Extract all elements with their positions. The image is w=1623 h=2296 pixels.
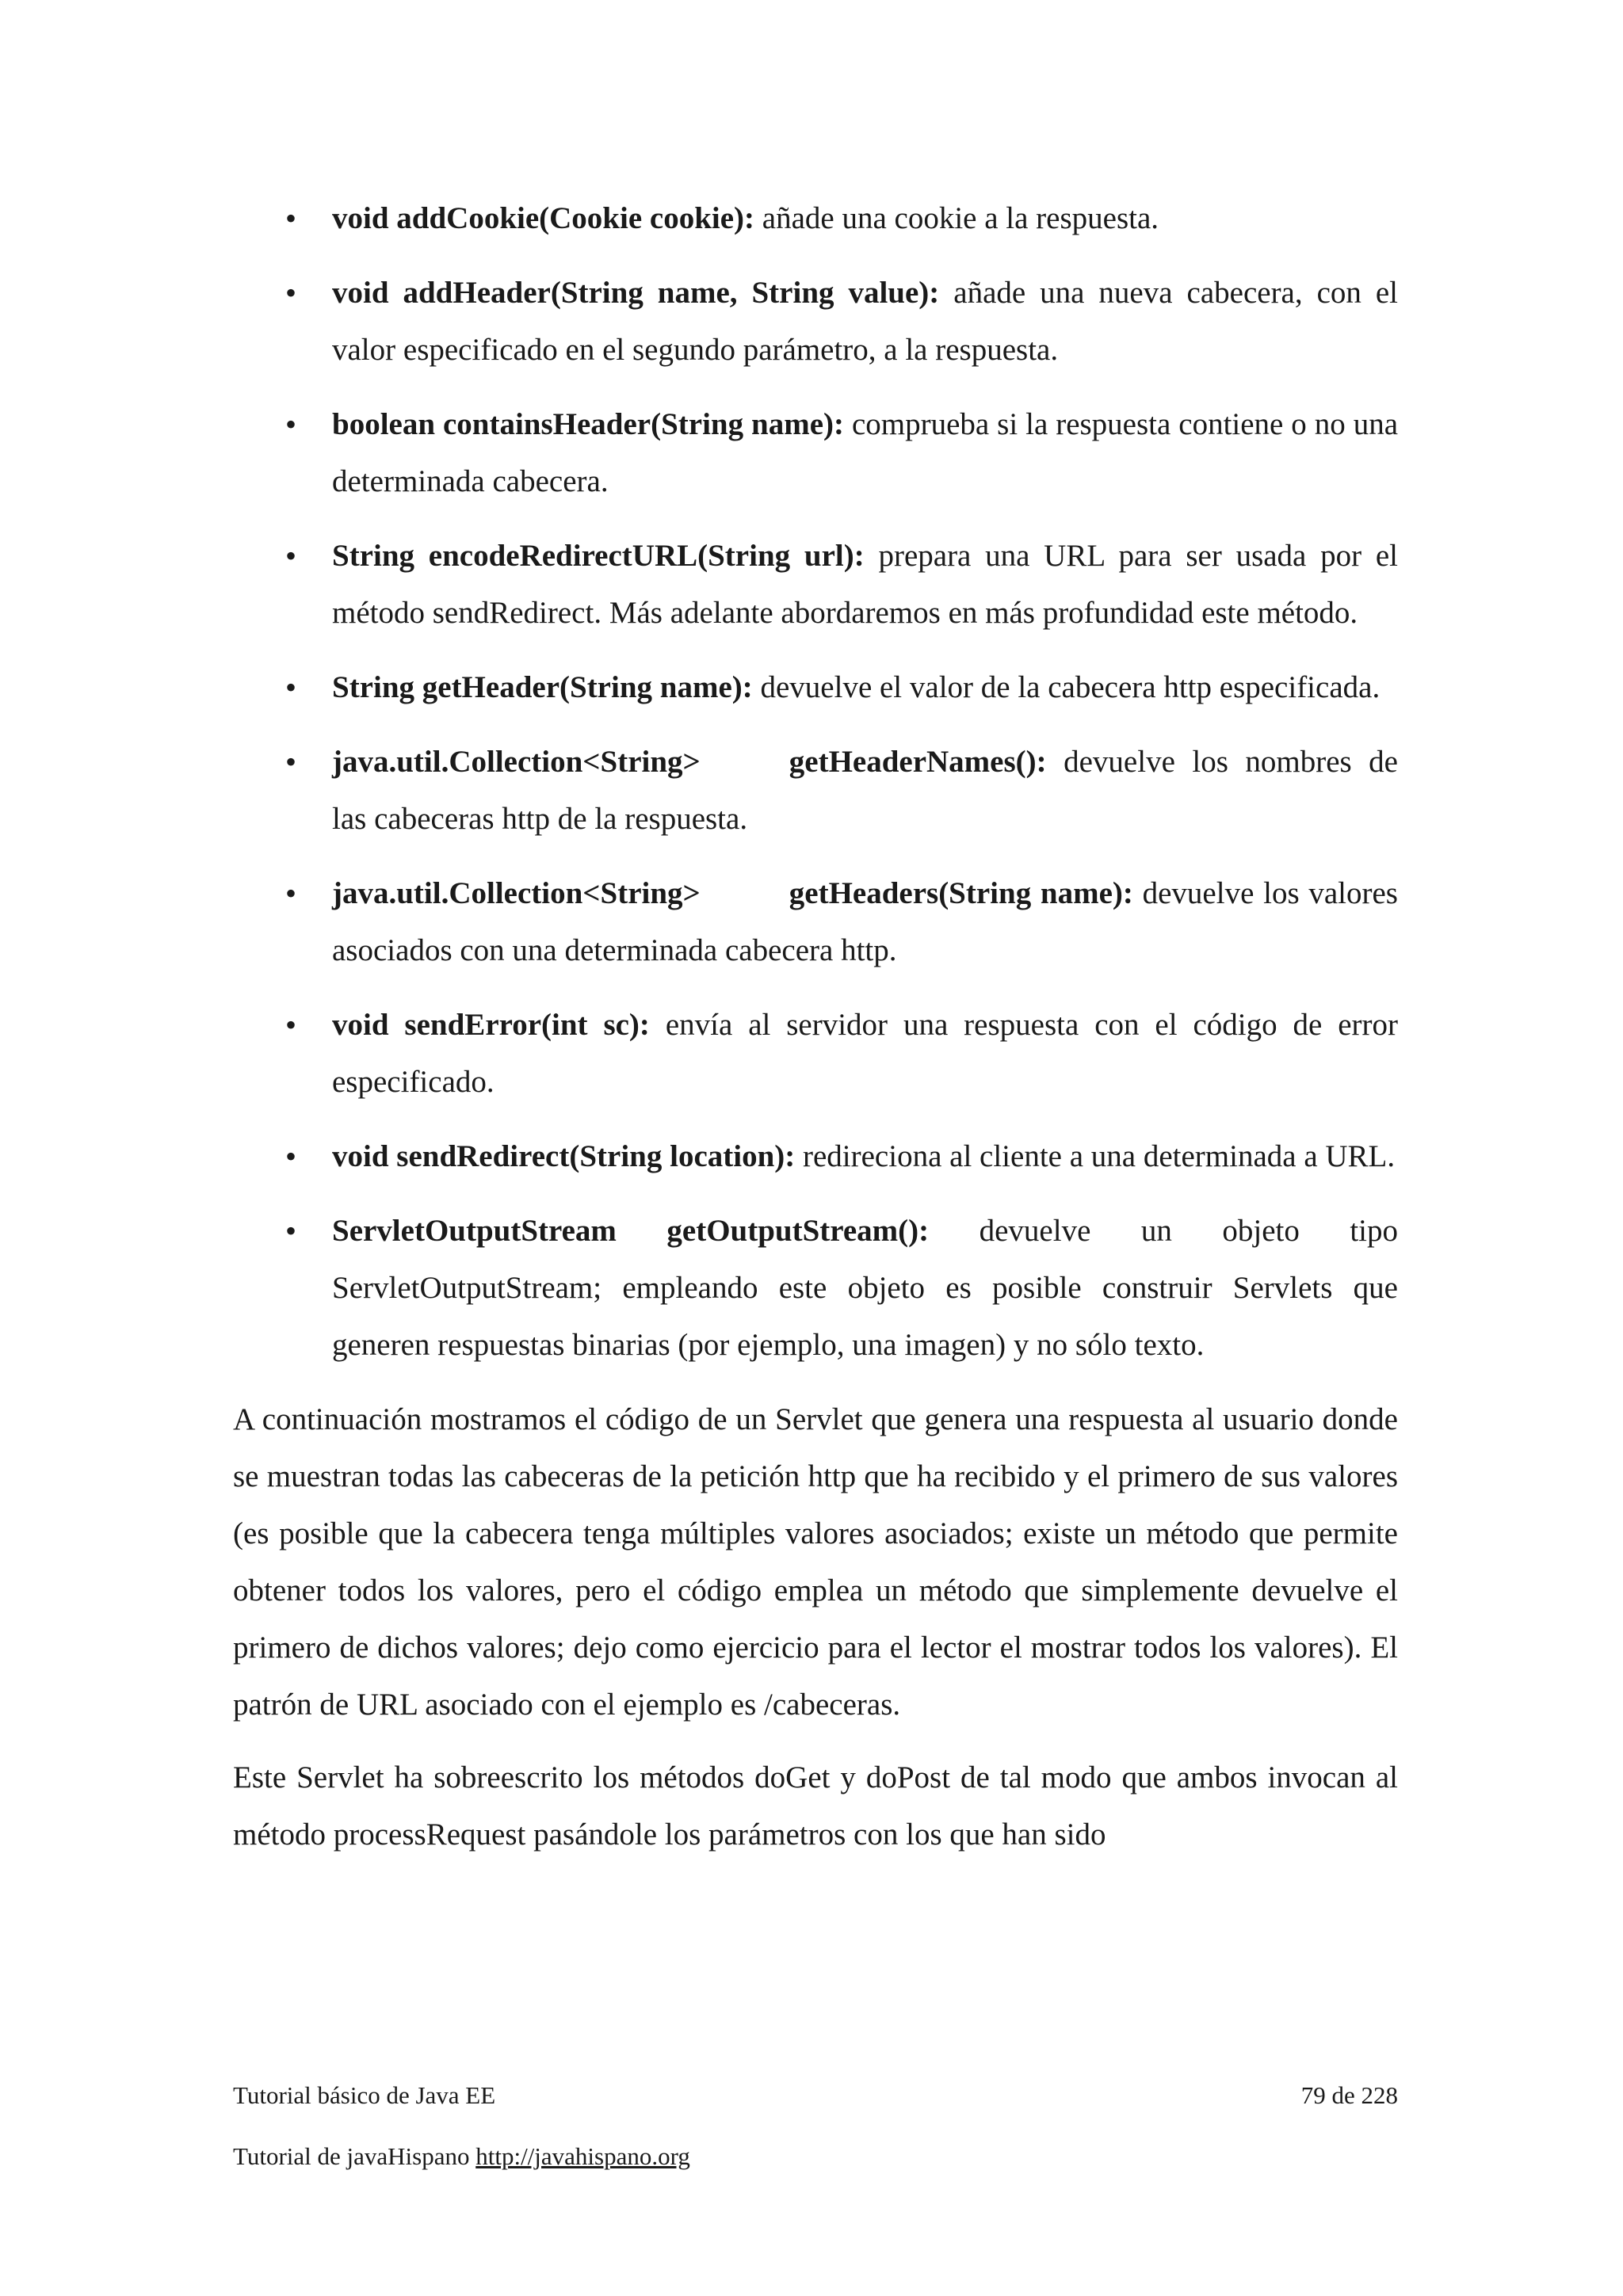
- method-signature: getHeaderNames():: [789, 745, 1047, 779]
- method-signature: getHeaders(String name):: [789, 876, 1133, 910]
- method-description: devuelve un objeto tipo ServletOutputStream; empleando este objeto es posible construir Servlets que generen respuestas binarias (por ejemplo, una imagen) y no sólo texto.: [332, 1214, 1399, 1362]
- method-signature: void addHeader(String name, String value):: [332, 276, 940, 310]
- method-description: devuelve los valores asociados con una determinada cabecera http.: [332, 876, 1398, 967]
- method-signature: void sendRedirect(String location):: [332, 1139, 796, 1173]
- page-footer: [233, 2080, 1398, 2111]
- list-item: [233, 1203, 1398, 1374]
- method-signature: void addCookie(Cookie cookie):: [332, 201, 755, 235]
- body-paragraph: Este Servlet ha sobreescrito los métodos doGet y doPost de tal modo que ambos invocan al método processRequest pasándole los parámetros con los que han sido: [233, 1760, 1398, 1852]
- method-description: redireciona al cliente a una determinada a URL.: [795, 1139, 1396, 1173]
- method-description: prepara una URL para ser usada por el método sendRedirect. Más adelante abordaremos en más profundidad este método.: [332, 539, 1399, 630]
- list-item: [233, 997, 1398, 1111]
- method-signature: ServletOutputStream getOutputStream():: [332, 1214, 930, 1248]
- method-list: [233, 190, 1398, 1374]
- method-description: devuelve el valor de la cabecera http especificada.: [752, 670, 1381, 704]
- method-description: añade una cookie a la respuesta.: [754, 201, 1159, 235]
- page-content: [233, 190, 1398, 1879]
- list-item: [233, 1128, 1398, 1185]
- list-item: [233, 865, 1398, 979]
- site-footer: [233, 2141, 1398, 2172]
- page-number: 79 de 228: [1300, 2081, 1398, 2109]
- method-signature: void sendError(int sc):: [332, 1008, 650, 1042]
- footer-site-link[interactable]: http://javahispano.org: [475, 2142, 690, 2170]
- body-paragraph: A continuación mostramos el código de un Servlet que genera una respuesta al usuario donde se muestran todas las cabeceras de la petición http que ha recibido y el primero de sus valores (es posible que la cabecera tenga múltiples valores asociados; existe un método que permite obtener todos los valores, pero el código emplea un método que simplemente devuelve el primero de dichos valores; dejo como ejercicio para el lector el mostrar todos los valores). El patrón de URL asociado con el ejemplo es /cabeceras.: [233, 1402, 1398, 1722]
- list-item: [233, 528, 1398, 642]
- method-return-type: java.util.Collection<String>: [332, 745, 701, 779]
- list-item: [233, 396, 1398, 510]
- method-signature: String getHeader(String name):: [332, 670, 753, 704]
- method-description: añade una nueva cabecera, con el valor especificado en el segundo parámetro, a la respuesta.: [332, 276, 1399, 367]
- method-description: envía al servidor una respuesta con el código de error especificado.: [332, 1008, 1399, 1099]
- list-item: [233, 190, 1398, 247]
- method-description: devuelve los nombres de las cabeceras http de la respuesta.: [332, 745, 1398, 836]
- method-signature: String encodeRedirectURL(String url):: [332, 539, 865, 573]
- list-item: [233, 734, 1398, 848]
- footer-site-label: Tutorial de javaHispano: [233, 2142, 476, 2170]
- method-return-type: java.util.Collection<String>: [332, 876, 701, 910]
- method-signature: boolean containsHeader(String name):: [332, 407, 845, 441]
- list-item: [233, 659, 1398, 716]
- footer-title: Tutorial básico de Java EE: [233, 2081, 496, 2109]
- method-description: comprueba si la respuesta contiene o no una determinada cabecera.: [332, 407, 1398, 498]
- list-item: [233, 265, 1398, 379]
